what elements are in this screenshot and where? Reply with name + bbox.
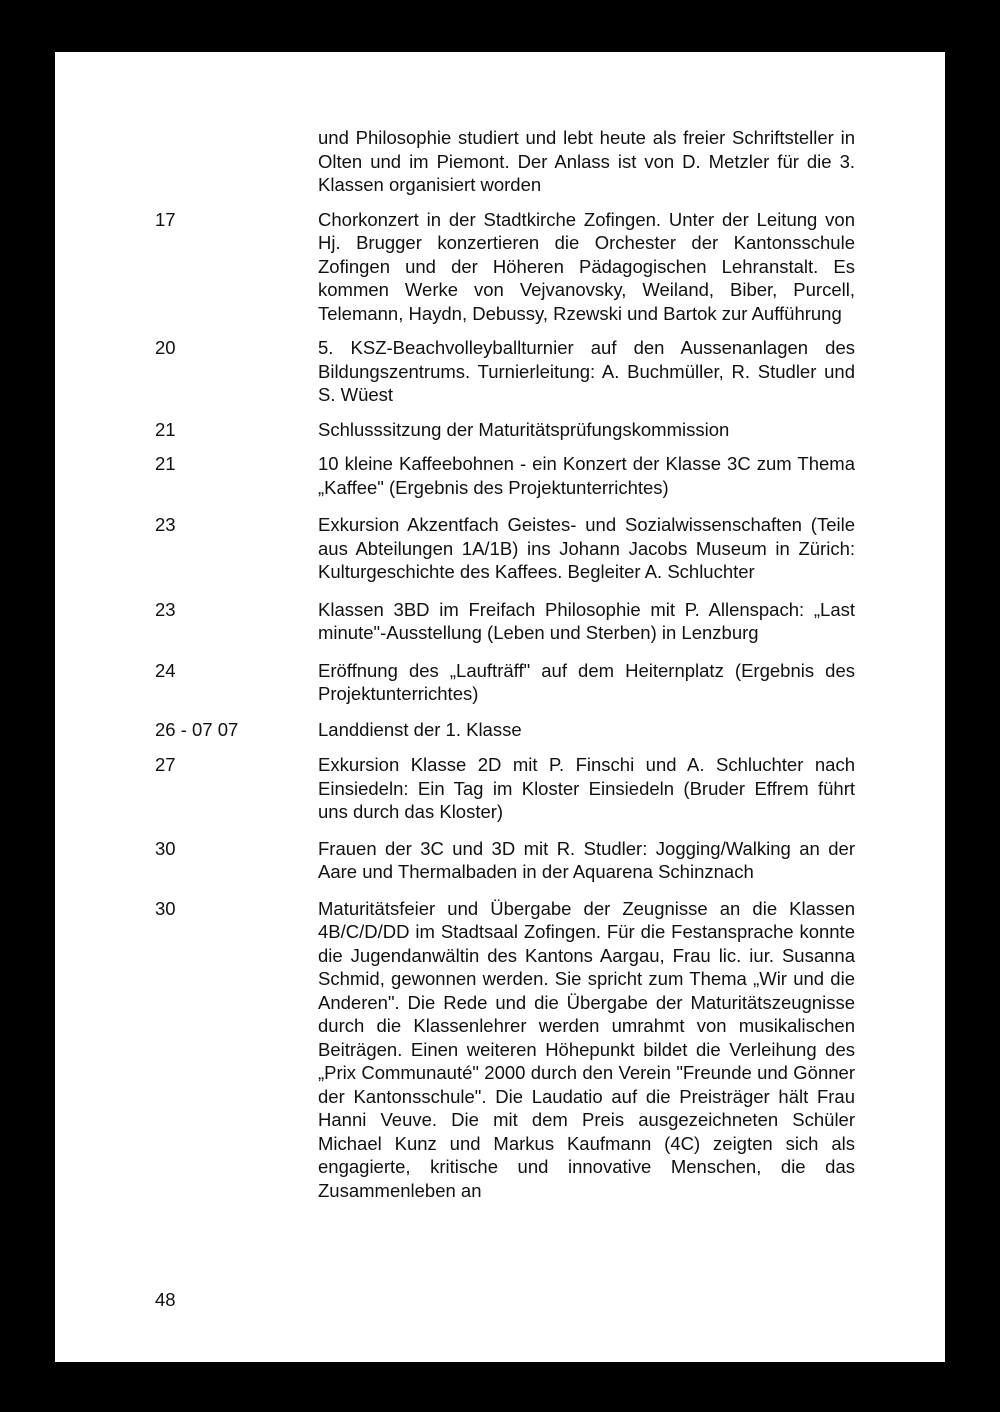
entry-text: 5. KSZ-Beachvolleyballturnier auf den Aussenanlagen des Bildungszentrums. Turnierleitung: A. Buchmüller, R. Studler und S. Wüest [318, 337, 855, 405]
entry-text: Eröffnung des „Laufträff" auf dem Heiternplatz (Ergebnis des Projektunterrichtes) [318, 659, 855, 704]
entry-date: 23 [155, 514, 176, 535]
entry-text: Maturitätsfeier und Übergabe der Zeugnisse an die Klassen 4B/C/D/DD im Stadtsaal Zofingen. Für die Festansprache konnte die Jugendanwältin des Kantons Aargau, Frau lic. iur. Susanna Schmid, gewonnen werden. Sie spricht zum Thema „Wir und die Anderen". Die Rede und die Übergabe der Maturitätszeugnisse durch die Klassenlehrer werden umrahmt von musikalischen Beiträgen. Einen weiteren Höhepunkt bildet die Verleihung des „Prix Communauté" 2000 durch den Verein "Freunde und Gönner der Kantonsschule". Die Laudatio auf die Preisträger hält Frau Hanni Veuve. Die mit dem Preis ausgezeichneten Schüler Michael Kunz und Markus Kaufmann (4C) zeigten sich als engagierte, kritische und innovative Menschen, die das Zusammenleben an [318, 897, 855, 1201]
entry-date: 30 [155, 897, 176, 919]
chronicle-entries [155, 126, 855, 1202]
entry-text: und Philosophie studiert und lebt heute als freier Schriftsteller in Olten und im Piemont. Der Anlass ist von D. Metzler für die 3. Klassen organisiert worden [318, 127, 855, 195]
entry-date: 21 [155, 418, 176, 440]
chronicle-entry [155, 897, 855, 1203]
entry-text: Landdienst der 1. Klasse [318, 718, 522, 740]
document-page [55, 52, 945, 1362]
entry-text: Klassen 3BD im Freifach Philosophie mit P. Allenspach: „Last minute"-Ausstellung (Leben und Sterben) in Lenzburg [318, 598, 855, 643]
chronicle-entry [155, 659, 855, 706]
entry-date: 23 [155, 598, 176, 620]
chronicle-entry [155, 418, 855, 442]
entry-date: 20 [155, 337, 176, 358]
chronicle-entry [155, 598, 855, 645]
entry-date: 17 [155, 208, 176, 230]
entry-date: 24 [155, 659, 176, 681]
chronicle-entry [155, 718, 855, 742]
entry-date: 21 [155, 453, 176, 474]
chronicle-entry [155, 837, 855, 884]
chronicle-entry [155, 753, 855, 824]
entry-date: 27 [155, 754, 176, 775]
entry-text: Exkursion Akzentfach Geistes- und Sozialwissenschaften (Teile aus Abteilungen 1A/1B) ins Johann Jacobs Museum in Zürich: Kulturgeschichte des Kaffees. Begleiter A. Schluchter [318, 514, 855, 582]
entry-text: Schlusssitzung der Maturitätsprüfungskommission [318, 418, 730, 440]
chronicle-entry [155, 513, 855, 584]
chronicle-entry [155, 452, 855, 499]
page-number: 48 [155, 1289, 176, 1310]
chronicle-entry [155, 208, 855, 326]
entry-text: 10 kleine Kaffeebohnen - ein Konzert der Klasse 3C zum Thema „Kaffee" (Ergebnis des Projektunterrichtes) [318, 453, 855, 498]
chronicle-entry [155, 336, 855, 407]
entry-date: 26 - 07 07 [155, 718, 239, 740]
entry-text: Exkursion Klasse 2D mit P. Finschi und A. Schluchter nach Einsiedeln: Ein Tag im Kloster Einsiedeln (Bruder Effrem führt uns durch das Kloster) [318, 754, 855, 822]
entry-text: Chorkonzert in der Stadtkirche Zofingen. Unter der Leitung von Hj. Brugger konzertieren die Orchester der Kantonsschule Zofingen und der Höheren Pädagogischen Lehranstalt. Es kommen Werke von Vejvanovsky, Weiland, Biber, Purcell, Telemann, Haydn, Debussy, Rzewski und Bartok zur Aufführung [318, 208, 855, 324]
chronicle-entry [155, 126, 855, 197]
entry-date: 30 [155, 837, 176, 859]
entry-text: Frauen der 3C und 3D mit R. Studler: Jogging/Walking an der Aare und Thermalbaden in der Aquarena Schinznach [318, 837, 855, 882]
